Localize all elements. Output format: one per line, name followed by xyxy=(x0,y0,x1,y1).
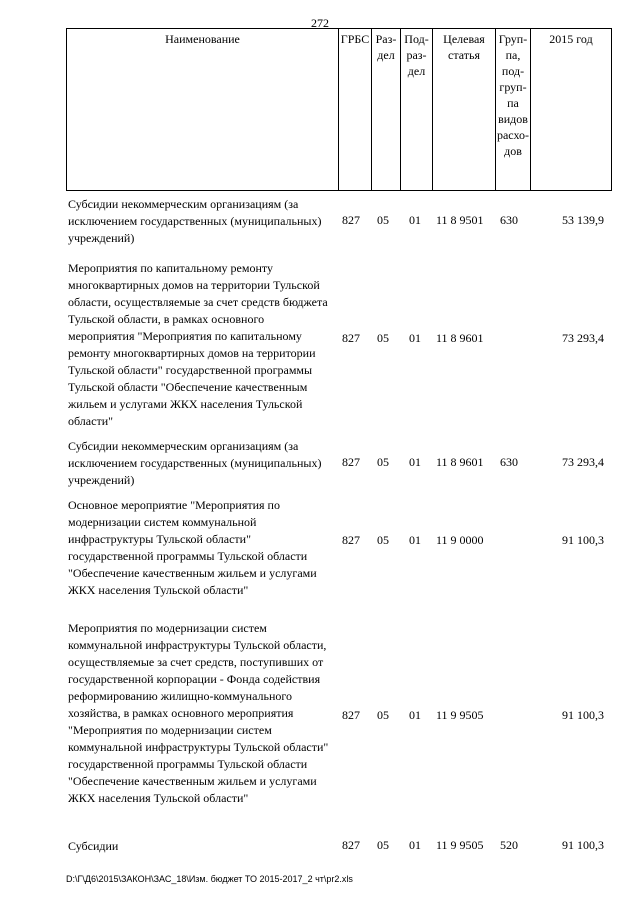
file-path-footer: D:\Г\Д6\2015\ЗАКОН\ЗАС_18\Изм. бюджет ТО 2015-2017_2 чт\pr2.xls xyxy=(66,874,353,884)
row-podrazdel: 01 xyxy=(409,213,421,227)
header-grbs: ГРБС xyxy=(339,29,372,190)
row-gruppa: 630 xyxy=(500,213,518,227)
row-razdel: 05 xyxy=(377,331,389,345)
row-name: Субсидии некоммерческим организациям (за исключением государственных (муниципальных) учреждений) xyxy=(68,439,322,487)
row-name: Мероприятия по модернизации систем коммунальной инфраструктуры Тульской области, осуществляемые за счет средств, поступивших от государственной корпорации - Фонда содействия реформированию жилищно-коммунального хозяйства, в рамках основного мероприятия "Мероприятия по модернизации систем коммунальной инфраструктуры Тульской области" государственной программы Тульской области "Обеспечение качественным жильем и услугами ЖКХ населения Тульской области" xyxy=(68,621,329,805)
row-podrazdel: 01 xyxy=(409,331,421,345)
row-name: Основное мероприятие "Мероприятия по модернизации систем коммунальной инфраструктуры Тульской области" государственной программы Тульской области "Обеспечение качественным жильем и услугами ЖКХ населения Тульской области" xyxy=(68,498,317,597)
row-podrazdel: 01 xyxy=(409,838,421,852)
table-header xyxy=(66,28,612,191)
header-razdel: Раз- дел xyxy=(372,29,401,190)
header-podrazdel: Под- раз- дел xyxy=(401,29,433,190)
row-tselevaya: 11 9 0000 xyxy=(436,533,484,547)
row-tselevaya: 11 8 9501 xyxy=(436,213,484,227)
row-gruppa: 520 xyxy=(500,838,518,852)
row-razdel: 05 xyxy=(377,708,389,722)
row-podrazdel: 01 xyxy=(409,455,421,469)
row-amount: 91 100,3 xyxy=(562,533,604,547)
row-podrazdel: 01 xyxy=(409,708,421,722)
row-razdel: 05 xyxy=(377,213,389,227)
row-razdel: 05 xyxy=(377,838,389,852)
row-tselevaya: 11 9 9505 xyxy=(436,838,484,852)
row-amount: 73 293,4 xyxy=(562,331,604,345)
row-amount: 91 100,3 xyxy=(562,838,604,852)
row-grbs: 827 xyxy=(342,708,360,722)
row-name: Субсидии xyxy=(68,839,119,853)
row-grbs: 827 xyxy=(342,838,360,852)
row-amount: 91 100,3 xyxy=(562,708,604,722)
row-tselevaya: 11 9 9505 xyxy=(436,708,484,722)
header-gruppa: Груп- па, под- груп- па видов расхо- дов xyxy=(496,29,531,190)
row-grbs: 827 xyxy=(342,455,360,469)
row-tselevaya: 11 8 9601 xyxy=(436,331,484,345)
row-gruppa: 630 xyxy=(500,455,518,469)
row-tselevaya: 11 8 9601 xyxy=(436,455,484,469)
page-number: 272 xyxy=(311,16,329,30)
row-grbs: 827 xyxy=(342,533,360,547)
row-grbs: 827 xyxy=(342,331,360,345)
row-amount: 53 139,9 xyxy=(562,213,604,227)
row-name: Мероприятия по капитальному ремонту многоквартирных домов на территории Тульской области, осуществляемые за счет средств бюджета Тульской области, в рамках основного мероприятия "Мероприятия по капитальному ремонту многоквартирных домов на территории Тульской области" государственной программы Тульской области "Обеспечение качественным жильем и услугами ЖКХ населения Тульской области" xyxy=(68,261,328,428)
row-razdel: 05 xyxy=(377,533,389,547)
row-podrazdel: 01 xyxy=(409,533,421,547)
row-amount: 73 293,4 xyxy=(562,455,604,469)
header-year: 2015 год xyxy=(549,32,593,46)
row-name: Субсидии некоммерческим организациям (за исключением государственных (муниципальных) учреждений) xyxy=(68,197,322,245)
row-razdel: 05 xyxy=(377,455,389,469)
header-name: Наименование xyxy=(67,29,339,190)
header-tselevaya: Целевая статья xyxy=(433,29,496,190)
row-grbs: 827 xyxy=(342,213,360,227)
